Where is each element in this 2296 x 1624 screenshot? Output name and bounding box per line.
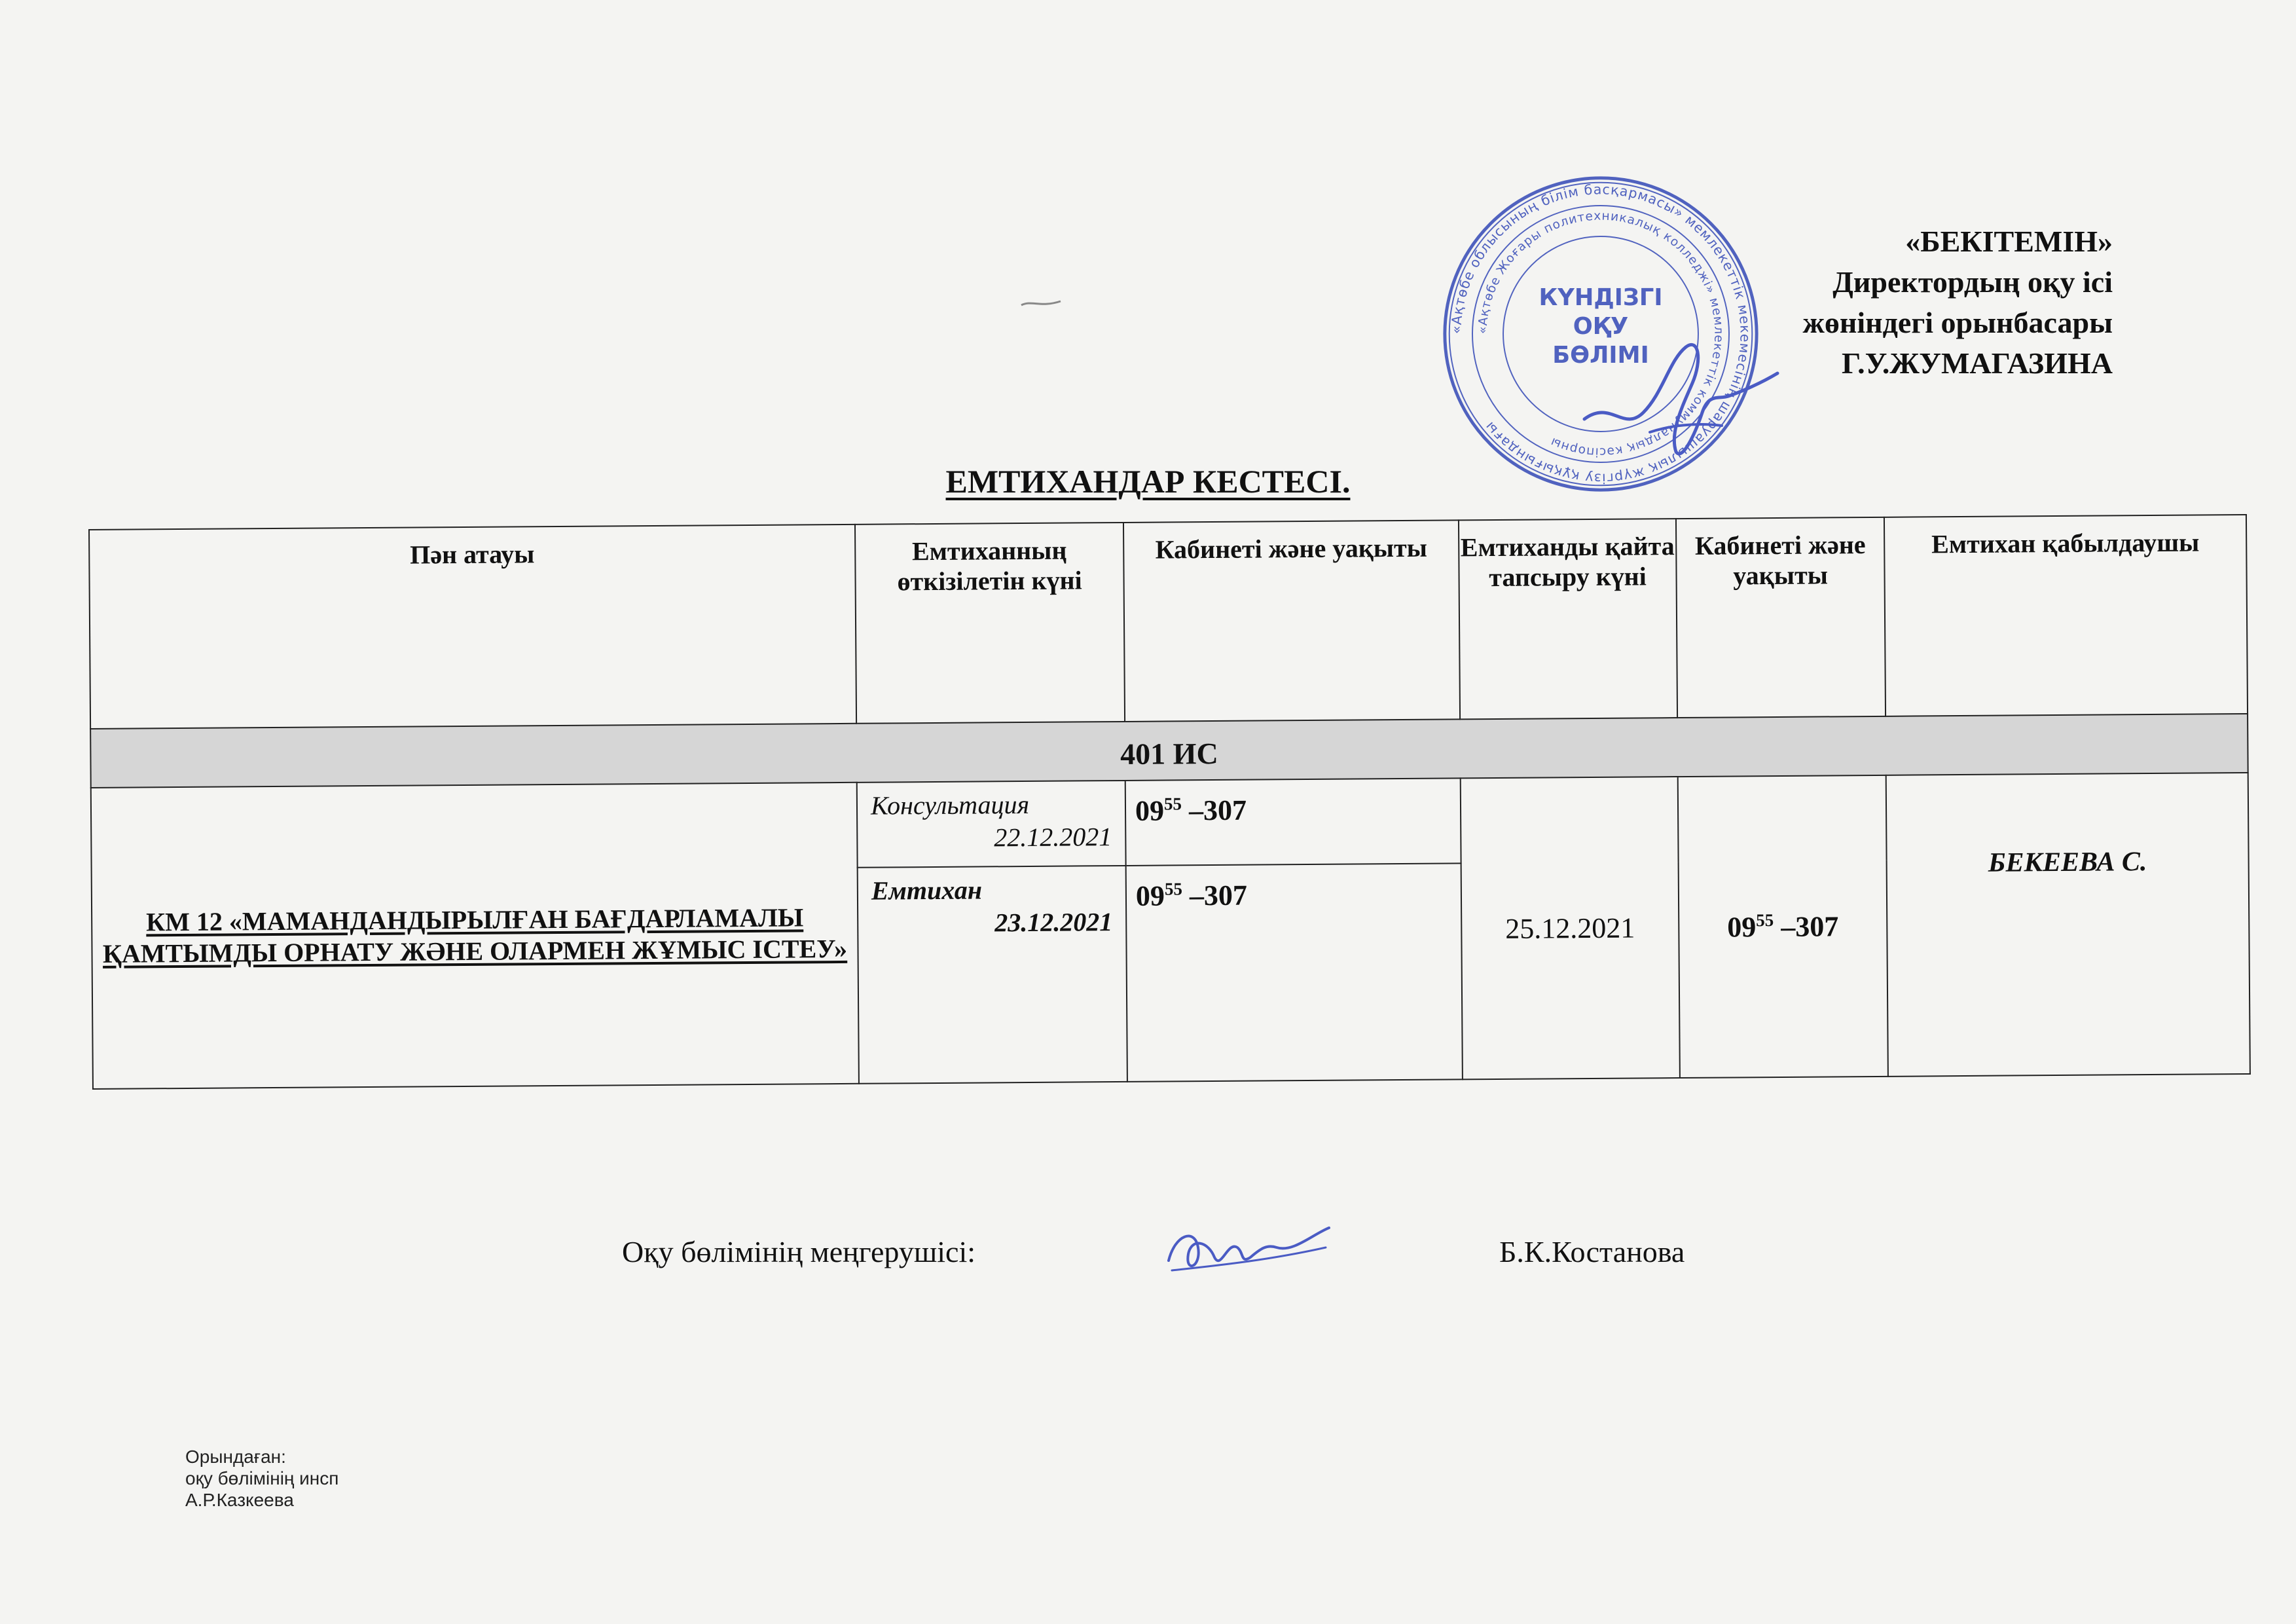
header-subject: Пән атауы xyxy=(89,525,856,729)
retake-date: 25.12.2021 xyxy=(1461,777,1680,1079)
consultation-room: –307 xyxy=(1181,794,1247,827)
exam-date: 23.12.2021 xyxy=(994,907,1113,938)
consultation-time-room xyxy=(1125,778,1461,866)
consultation-date-cell xyxy=(857,781,1126,868)
title-text: ЕМТИХАНДАР КЕСТЕСІ. xyxy=(945,463,1351,500)
approval-heading: «БЕКІТЕМІН» xyxy=(1905,225,2113,258)
exam-time-min: 55 xyxy=(1164,879,1182,899)
prepared-label: Орындаған: xyxy=(185,1447,286,1467)
prepared-by-block xyxy=(185,1446,338,1511)
page-title xyxy=(0,460,2296,503)
header-retake-room-time: Кабинеті және уақыты xyxy=(1676,517,1886,718)
header-examiner: Емтихан қабылдаушы xyxy=(1884,515,2248,716)
exam-time-room xyxy=(1126,863,1463,1082)
retake-room: –307 xyxy=(1774,910,1839,943)
stamp-inner-text: «Ақтөбе Жоғары политехникалық колледжі» мемлекеттік коммуналдық кәсіпорны xyxy=(1476,209,1726,459)
exam-time-hour: 09 xyxy=(1135,879,1165,912)
approval-position-line1: Директордың оқу ісі xyxy=(1832,265,2113,299)
exam-date-cell xyxy=(858,866,1127,1084)
consultation-time-min: 55 xyxy=(1163,794,1182,814)
table-header-row xyxy=(89,515,2248,729)
exam-room: –307 xyxy=(1182,879,1248,912)
prepared-name: А.Р.Казкеева xyxy=(185,1490,294,1510)
subject-name: КМ 12 «МАМАНДАНДЫРЫЛҒАН БАҒДАРЛАМАЛЫ ҚАМТЫМДЫ ОРНАТУ ЖӘНЕ ОЛАРМЕН ЖҰМЫС ІСТЕУ» xyxy=(91,783,859,1089)
prepared-position: оқу бөлімінің инсп xyxy=(185,1468,339,1488)
consultation-date: 22.12.2021 xyxy=(994,822,1112,853)
table-row xyxy=(91,773,2249,873)
header-retake-date: Емтиханды қайта тапсыру күні xyxy=(1459,519,1677,719)
header-room-time: Кабинеті және уақыты xyxy=(1123,520,1460,722)
consultation-label: Консультация xyxy=(870,789,1030,821)
exam-label: Емтихан xyxy=(871,875,983,906)
approval-position-line2: жөніндегі орынбасары xyxy=(1802,306,2113,339)
stamp-outer-text: «Ақтөбе облысының білім басқармасы» мемлекеттік мекемесінің шаруашылық жүргізу құқығындағы xyxy=(1448,181,1753,487)
header-exam-date: Емтиханның өткізілетін күні xyxy=(855,523,1125,724)
stamp-center-line2: ОҚУ xyxy=(1573,313,1629,340)
retake-time-room xyxy=(1678,775,1888,1078)
consultation-time-hour: 09 xyxy=(1135,794,1165,827)
head-name: Б.К.Костанова xyxy=(1499,1235,1685,1268)
stamp-center-line1: КҮНДІЗГІ xyxy=(1539,284,1663,311)
head-role: Оқу бөлімінің меңгерушісі: xyxy=(622,1235,976,1268)
examiner-name: БЕКЕЕВА С. xyxy=(1886,773,2250,1077)
retake-time-hour: 09 xyxy=(1727,910,1757,944)
approval-name: Г.У.ЖУМАГАЗИНА xyxy=(1842,346,2113,380)
stamp-center-line3: БӨЛІМІ xyxy=(1552,342,1649,369)
retake-time-min: 55 xyxy=(1756,910,1774,930)
group-name: 401 ИС xyxy=(90,714,2248,788)
head-signature xyxy=(1162,1208,1332,1287)
ink-smudge xyxy=(1018,295,1064,312)
exam-schedule-table xyxy=(88,514,2251,1090)
approval-signature xyxy=(1571,321,1787,471)
